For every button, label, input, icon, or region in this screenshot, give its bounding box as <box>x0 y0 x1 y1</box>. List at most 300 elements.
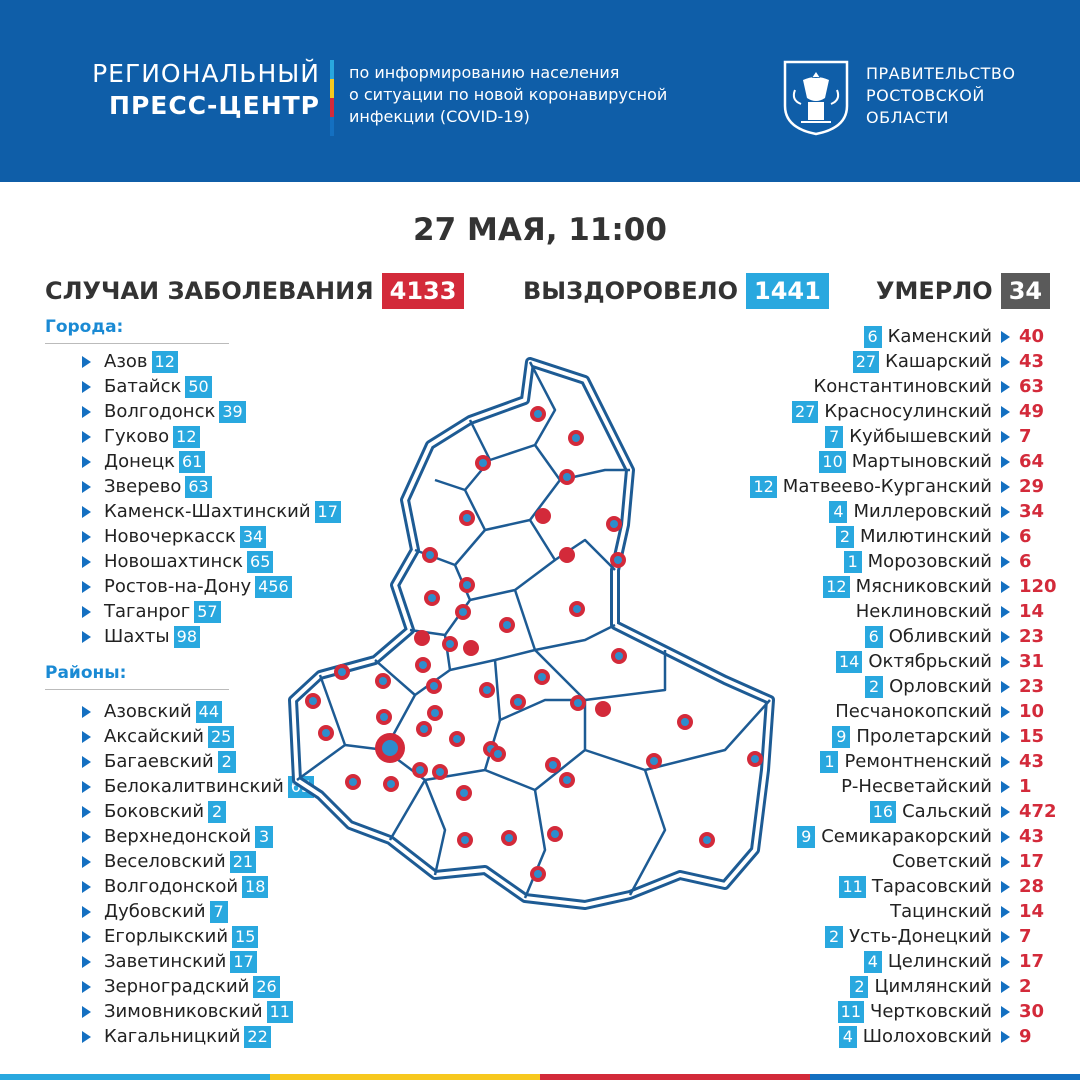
list-item <box>600 1026 1080 1048</box>
cases-count: 7 <box>1019 426 1032 447</box>
rostov-marker-center <box>382 740 398 756</box>
arrow-right-icon <box>82 731 91 743</box>
arrow-right-icon <box>1001 481 1010 493</box>
map-marker-center <box>428 594 436 602</box>
recovered-value: 1441 <box>746 273 829 309</box>
list-item <box>0 1001 460 1023</box>
location-label: Миллеровский <box>853 501 992 522</box>
map-outline <box>293 362 770 905</box>
location-label: Донецк <box>104 451 176 472</box>
cases-count: 15 <box>1019 726 1045 747</box>
recovered-badge: 11 <box>839 876 865 898</box>
arrow-right-icon <box>82 831 91 843</box>
list-item <box>0 926 460 948</box>
arrow-right-icon <box>1001 756 1010 768</box>
map-marker-center <box>461 836 469 844</box>
arrow-right-icon <box>1001 1006 1010 1018</box>
location-label: Гуково <box>104 426 170 447</box>
recovered-badge: 50 <box>185 376 211 398</box>
recovered-badge: 15 <box>232 926 258 948</box>
location-label: Зверево <box>104 476 182 497</box>
arrow-right-icon <box>1001 1031 1010 1043</box>
cases-count: 28 <box>1019 876 1045 897</box>
cases-count: 23 <box>1019 626 1045 647</box>
government-line: РОСТОВСКОЙ <box>866 86 985 105</box>
recovered-badge: 21 <box>230 851 256 873</box>
recovered-badge: 6 <box>864 326 882 348</box>
deaths-value: 34 <box>1001 273 1050 309</box>
map-marker <box>414 630 430 646</box>
location-label: Зерноградский <box>104 976 250 997</box>
list-item <box>0 1026 460 1048</box>
arrow-right-icon <box>1001 856 1010 868</box>
recovered-badge: 26 <box>253 976 279 998</box>
arrow-right-icon <box>82 481 91 493</box>
recovered-badge: 2 <box>850 976 868 998</box>
location-label: Чертковский <box>870 1001 992 1022</box>
cases-count: 63 <box>1019 376 1045 397</box>
map-marker-center <box>574 699 582 707</box>
arrow-right-icon <box>82 431 91 443</box>
location-name <box>104 701 222 723</box>
location-label: Мартыновский <box>851 451 992 472</box>
cases-count: 14 <box>1019 901 1045 922</box>
arrow-right-icon <box>1001 581 1010 593</box>
region-map <box>285 350 785 920</box>
location-label: Октябрьский <box>868 651 992 672</box>
location-label: Тарасовский <box>871 876 992 897</box>
location-label: Егорлыкский <box>104 926 229 947</box>
recovered-badge: 63 <box>185 476 211 498</box>
location-name <box>104 401 246 423</box>
location-label: Кашарский <box>885 351 992 372</box>
map-marker-center <box>572 434 580 442</box>
location-label: Заветинский <box>104 951 227 972</box>
map-marker <box>535 508 551 524</box>
recovered-badge: 7 <box>210 901 228 923</box>
map-marker-center <box>681 718 689 726</box>
arrow-right-icon <box>1001 981 1010 993</box>
location-label: Цимлянский <box>874 976 992 997</box>
recovered-badge: 27 <box>792 401 818 423</box>
location-name <box>104 351 178 373</box>
location-name <box>825 926 992 948</box>
location-name <box>797 826 992 848</box>
cases-count: 40 <box>1019 326 1045 347</box>
location-name <box>850 976 992 998</box>
tagline <box>349 62 667 128</box>
map-marker <box>595 701 611 717</box>
recovered-badge: 4 <box>864 951 882 973</box>
location-name <box>104 901 228 923</box>
location-name <box>823 576 992 598</box>
map-marker-center <box>380 713 388 721</box>
location-label: Волгодонск <box>104 401 216 422</box>
arrow-right-icon <box>82 356 91 368</box>
location-name <box>853 351 992 373</box>
location-name <box>839 1026 992 1048</box>
location-label: Боковский <box>104 801 205 822</box>
report-date: 27 МАЯ, 11:00 <box>413 212 667 248</box>
map-marker-center <box>505 834 513 842</box>
recovered-badge: 27 <box>853 351 879 373</box>
arrow-right-icon <box>1001 781 1010 793</box>
map-marker-center <box>379 677 387 685</box>
tagline-line: по информированию населения <box>349 63 620 82</box>
arrow-right-icon <box>1001 506 1010 518</box>
arrow-right-icon <box>1001 706 1010 718</box>
government-line: ПРАВИТЕЛЬСТВО <box>866 64 1016 83</box>
cities-divider <box>45 343 229 344</box>
cases-label: СЛУЧАИ ЗАБОЛЕВАНИЯ <box>45 277 374 305</box>
recovered-badge: 12 <box>823 576 849 598</box>
cases-count: 30 <box>1019 1001 1045 1022</box>
list-item <box>600 926 1080 948</box>
cases-count: 2 <box>1019 976 1032 997</box>
list-item <box>0 951 460 973</box>
districts-heading: Районы: <box>45 663 127 683</box>
map-marker-center <box>431 709 439 717</box>
arrow-right-icon <box>82 381 91 393</box>
map-marker <box>559 547 575 563</box>
location-name <box>832 726 992 748</box>
map-marker-center <box>446 640 454 648</box>
location-name <box>104 826 273 848</box>
arrow-right-icon <box>82 906 91 918</box>
location-name <box>104 801 226 823</box>
map-marker-center <box>463 581 471 589</box>
map-marker-center <box>426 551 434 559</box>
location-label: Верхнедонской <box>104 826 252 847</box>
cases-count: 120 <box>1019 576 1057 597</box>
recovered-badge: 14 <box>836 651 862 673</box>
location-name <box>836 526 992 548</box>
recovered-badge: 4 <box>829 501 847 523</box>
recovered-badge: 7 <box>825 426 843 448</box>
recovered-badge: 65 <box>247 551 273 573</box>
location-name <box>864 951 992 973</box>
location-label: Аксайский <box>104 726 204 747</box>
arrow-right-icon <box>1001 431 1010 443</box>
arrow-right-icon <box>82 406 91 418</box>
cases-count: 34 <box>1019 501 1045 522</box>
recovered-badge: 9 <box>797 826 815 848</box>
location-label: Мясниковский <box>855 576 992 597</box>
arrow-right-icon <box>1001 606 1010 618</box>
arrow-right-icon <box>1001 406 1010 418</box>
location-label: Кагальницкий <box>104 1026 241 1047</box>
location-name <box>890 901 992 923</box>
recovered-badge: 6 <box>865 626 883 648</box>
arrow-right-icon <box>82 1031 91 1043</box>
recovered-badge: 17 <box>230 951 256 973</box>
map-marker-center <box>309 697 317 705</box>
arrow-right-icon <box>1001 331 1010 343</box>
cases-count: 1 <box>1019 776 1032 797</box>
location-label: Ростов-на-Дону <box>104 576 252 597</box>
location-label: Батайск <box>104 376 182 397</box>
location-name <box>104 1026 271 1048</box>
location-label: Неклиновский <box>855 601 992 622</box>
location-label: Дубовский <box>104 901 206 922</box>
government-line: ОБЛАСТИ <box>866 108 949 127</box>
map-marker-center <box>534 870 542 878</box>
recovered-badge: 12 <box>173 426 199 448</box>
location-name <box>104 376 212 398</box>
location-name <box>825 426 992 448</box>
cases-count: 14 <box>1019 601 1045 622</box>
list-item <box>0 976 460 998</box>
districts-divider <box>45 689 229 690</box>
map-marker-center <box>551 830 559 838</box>
recovered-badge: 98 <box>174 626 200 648</box>
location-name <box>865 676 992 698</box>
location-label: Веселовский <box>104 851 226 872</box>
recovered-badge: 65 <box>288 776 314 798</box>
map-marker-center <box>615 652 623 660</box>
location-name <box>104 426 200 448</box>
location-name <box>104 476 212 498</box>
location-name <box>814 376 992 398</box>
recovered-badge: 2 <box>218 751 236 773</box>
cases-count: 6 <box>1019 526 1032 547</box>
government-title <box>866 63 1015 129</box>
map-marker-center <box>534 410 542 418</box>
location-name <box>104 551 273 573</box>
location-label: Тацинский <box>890 901 992 922</box>
map-marker-center <box>751 755 759 763</box>
arrow-right-icon <box>82 956 91 968</box>
cases-count: 29 <box>1019 476 1045 497</box>
arrow-right-icon <box>1001 731 1010 743</box>
map-marker-center <box>419 661 427 669</box>
location-label: Белокалитвинский <box>104 776 284 797</box>
location-label: Пролетарский <box>856 726 992 747</box>
arrow-right-icon <box>82 506 91 518</box>
deaths-label: УМЕРЛО <box>876 277 993 305</box>
location-label: Зимовниковский <box>104 1001 263 1022</box>
deaths-stat <box>876 273 1050 309</box>
arrow-right-icon <box>1001 531 1010 543</box>
location-label: Милютинский <box>859 526 992 547</box>
arrow-right-icon <box>82 931 91 943</box>
recovered-badge: 2 <box>865 676 883 698</box>
recovered-badge: 10 <box>819 451 845 473</box>
location-label: Р-Несветайский <box>841 776 992 797</box>
arrow-right-icon <box>82 981 91 993</box>
arrow-right-icon <box>82 1006 91 1018</box>
arrow-right-icon <box>82 781 91 793</box>
cases-count: 49 <box>1019 401 1045 422</box>
location-label: Целинский <box>887 951 992 972</box>
arrow-right-icon <box>1001 656 1010 668</box>
cities-heading: Города: <box>45 317 124 337</box>
arrow-right-icon <box>1001 381 1010 393</box>
map-marker-center <box>479 459 487 467</box>
location-name <box>750 476 992 498</box>
location-name <box>104 1001 293 1023</box>
location-label: Багаевский <box>104 751 214 772</box>
map-marker-center <box>703 836 711 844</box>
cases-count: 472 <box>1019 801 1057 822</box>
map-marker-center <box>322 729 330 737</box>
location-label: Шолоховский <box>862 1026 992 1047</box>
footer-stripe <box>0 1074 1080 1080</box>
location-name <box>870 801 992 823</box>
location-name <box>792 401 992 423</box>
location-name <box>865 626 992 648</box>
location-name <box>104 451 205 473</box>
recovered-badge: 1 <box>844 551 862 573</box>
map-marker-center <box>563 776 571 784</box>
location-label: Каменск-Шахтинский <box>104 501 311 522</box>
cases-count: 10 <box>1019 701 1045 722</box>
color-divider <box>330 60 334 136</box>
arrow-right-icon <box>1001 881 1010 893</box>
recovered-badge: 2 <box>825 926 843 948</box>
map-marker-center <box>338 668 346 676</box>
list-item <box>600 1001 1080 1023</box>
location-name <box>104 876 268 898</box>
arrow-right-icon <box>82 456 91 468</box>
cases-count: 9 <box>1019 1026 1032 1047</box>
location-name <box>841 776 992 798</box>
list-item <box>600 326 1080 348</box>
recovered-badge: 12 <box>750 476 776 498</box>
map-marker-center <box>614 556 622 564</box>
recovered-badge: 17 <box>315 501 341 523</box>
location-name <box>104 626 200 648</box>
recovered-badge: 456 <box>255 576 292 598</box>
recovered-badge: 2 <box>208 801 226 823</box>
recovered-badge: 4 <box>839 1026 857 1048</box>
map-marker-center <box>610 520 618 528</box>
location-name <box>856 601 992 623</box>
arrow-right-icon <box>1001 931 1010 943</box>
arrow-right-icon <box>1001 906 1010 918</box>
location-name <box>104 751 236 773</box>
arrow-right-icon <box>82 556 91 568</box>
arrow-right-icon <box>1001 631 1010 643</box>
map-marker-center <box>387 780 395 788</box>
map-marker-center <box>416 766 424 774</box>
location-name <box>892 851 992 873</box>
location-label: Орловский <box>889 676 992 697</box>
map-marker-center <box>549 761 557 769</box>
arrow-right-icon <box>1001 556 1010 568</box>
map-marker-center <box>453 735 461 743</box>
recovered-badge: 12 <box>152 351 178 373</box>
location-label: Константиновский <box>813 376 992 397</box>
map-marker-center <box>503 621 511 629</box>
location-name <box>839 876 992 898</box>
location-label: Таганрог <box>104 601 191 622</box>
recovered-badge: 57 <box>194 601 220 623</box>
arrow-right-icon <box>1001 831 1010 843</box>
location-name <box>104 851 256 873</box>
location-label: Усть-Донецкий <box>849 926 992 947</box>
arrow-right-icon <box>82 756 91 768</box>
map-marker-center <box>494 750 502 758</box>
location-name <box>838 1001 992 1023</box>
cases-count: 43 <box>1019 826 1045 847</box>
map-marker-center <box>514 698 522 706</box>
arrow-right-icon <box>82 606 91 618</box>
cases-count: 43 <box>1019 351 1045 372</box>
location-name <box>104 601 221 623</box>
map-marker-center <box>436 768 444 776</box>
location-name <box>104 776 314 798</box>
coat-of-arms-icon <box>781 56 851 136</box>
recovered-badge: 34 <box>240 526 266 548</box>
cases-count: 43 <box>1019 751 1045 772</box>
recovered-badge: 25 <box>208 726 234 748</box>
recovered-label: ВЫЗДОРОВЕЛО <box>523 277 739 305</box>
location-name <box>104 526 266 548</box>
location-label: Волгодонской <box>104 876 239 897</box>
arrow-right-icon <box>82 581 91 593</box>
location-label: Песчанокопский <box>835 701 992 722</box>
location-label: Ремонтненский <box>844 751 992 772</box>
map-marker-center <box>463 514 471 522</box>
recovered-badge: 22 <box>244 1026 270 1048</box>
location-name <box>864 326 992 348</box>
arrow-right-icon <box>82 881 91 893</box>
location-label: Новочеркасск <box>104 526 236 547</box>
brand-line-1: РЕГИОНАЛЬНЫЙ <box>92 59 320 88</box>
arrow-right-icon <box>82 806 91 818</box>
arrow-right-icon <box>1001 456 1010 468</box>
recovered-badge: 11 <box>838 1001 864 1023</box>
recovered-badge: 1 <box>820 751 838 773</box>
arrow-right-icon <box>1001 956 1010 968</box>
cases-count: 31 <box>1019 651 1045 672</box>
recovered-badge: 16 <box>870 801 896 823</box>
location-label: Сальский <box>902 801 992 822</box>
recovered-badge: 9 <box>832 726 850 748</box>
map-marker-center <box>650 757 658 765</box>
location-label: Азовский <box>104 701 192 722</box>
location-label: Новошахтинск <box>104 551 244 572</box>
location-name <box>104 951 257 973</box>
location-name <box>836 651 992 673</box>
arrow-right-icon <box>82 706 91 718</box>
recovered-badge: 61 <box>179 451 205 473</box>
location-label: Обливский <box>888 626 992 647</box>
location-name <box>104 926 258 948</box>
recovered-badge: 11 <box>267 1001 293 1023</box>
arrow-right-icon <box>1001 681 1010 693</box>
map-marker-center <box>483 686 491 694</box>
recovered-badge: 18 <box>242 876 268 898</box>
arrow-right-icon <box>82 856 91 868</box>
location-name <box>835 701 992 723</box>
cases-stat <box>45 273 464 309</box>
location-label: Матвеево-Курганский <box>782 476 992 497</box>
cases-count: 7 <box>1019 926 1032 947</box>
location-name <box>104 576 292 598</box>
location-label: Советский <box>892 851 992 872</box>
map-marker-center <box>563 473 571 481</box>
map-marker-center <box>573 605 581 613</box>
arrow-right-icon <box>82 531 91 543</box>
location-name <box>829 501 992 523</box>
arrow-right-icon <box>1001 806 1010 818</box>
map-marker-center <box>420 725 428 733</box>
map-marker-center <box>538 673 546 681</box>
map-marker-center <box>430 682 438 690</box>
recovered-badge: 44 <box>196 701 222 723</box>
